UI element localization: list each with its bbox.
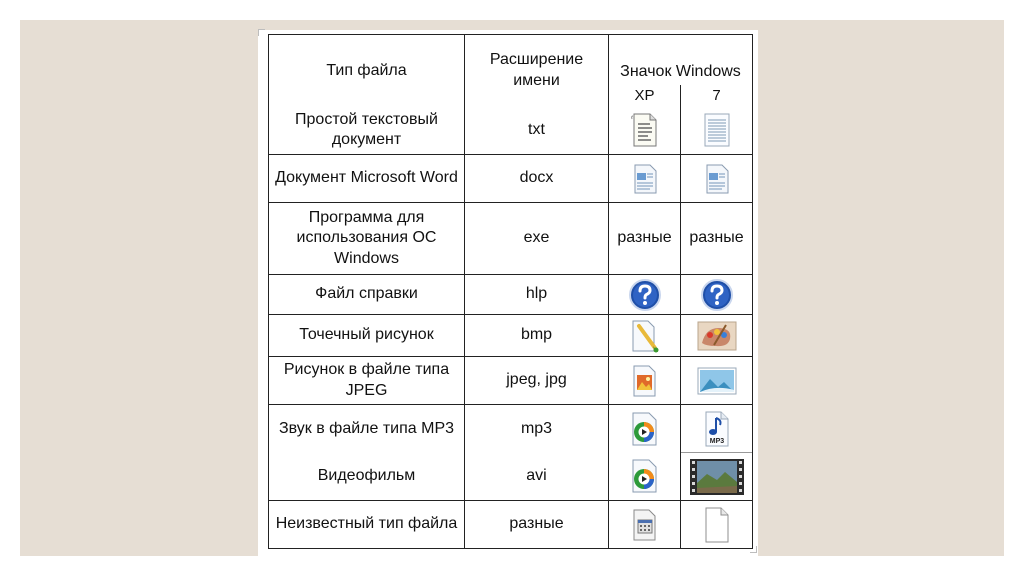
lined-document-icon <box>702 112 732 148</box>
xp-icon-cell <box>609 315 681 357</box>
file-type-cell: Простой текстовый документ <box>269 107 465 155</box>
xp-icon-cell: разные <box>609 203 681 275</box>
table-row <box>269 501 753 549</box>
extension-cell: docx <box>465 155 609 203</box>
table-row <box>269 107 753 155</box>
extension-cell: jpeg, jpg <box>465 357 609 405</box>
win7-icon-cell <box>681 155 753 203</box>
corner-crop-mark <box>258 29 265 36</box>
header-file-type: Тип файла <box>269 35 465 107</box>
extension-cell: exe <box>465 203 609 275</box>
header-extension: Расширение имени <box>465 35 609 107</box>
table-row <box>269 275 753 315</box>
table-row <box>269 357 753 405</box>
extension-cell: bmp <box>465 315 609 357</box>
help-icon <box>700 278 734 312</box>
paint-brush-icon <box>629 318 661 354</box>
win7-icon-cell <box>681 501 753 549</box>
svg-text:MP3: MP3 <box>709 437 724 445</box>
file-type-cell: Неизвестный тип файла <box>269 501 465 549</box>
mp3-music-icon <box>702 410 732 448</box>
xp-icon-cell <box>609 275 681 315</box>
extension-cell: hlp <box>465 275 609 315</box>
text-document-icon <box>630 112 660 148</box>
file-type-cell: Программа для использования ОС Windows <box>269 203 465 275</box>
file-type-cell: Точечный рисунок <box>269 315 465 357</box>
extension-cell: avi <box>465 453 609 501</box>
table-row <box>269 453 753 501</box>
jpeg-picture-icon <box>630 363 660 399</box>
win7-icon-cell <box>681 357 753 405</box>
file-types-table <box>268 34 753 549</box>
win7-icon-cell <box>681 453 753 501</box>
extension-cell: txt <box>465 107 609 155</box>
media-player-icon <box>629 411 661 447</box>
win7-icon-cell <box>681 275 753 315</box>
blank-document-icon <box>702 506 732 544</box>
win7-icon-cell <box>681 405 753 453</box>
file-type-cell: Файл справки <box>269 275 465 315</box>
header-win7: 7 <box>681 85 753 107</box>
table-row <box>269 315 753 357</box>
xp-icon-cell <box>609 107 681 155</box>
word-document-icon <box>630 162 660 196</box>
unknown-file-icon <box>630 507 660 543</box>
xp-icon-cell <box>609 357 681 405</box>
file-type-cell: Документ Microsoft Word <box>269 155 465 203</box>
file-type-cell: Видеофильм <box>269 453 465 501</box>
extension-cell: разные <box>465 501 609 549</box>
xp-icon-cell <box>609 155 681 203</box>
table-row <box>269 203 753 275</box>
xp-icon-cell <box>609 405 681 453</box>
xp-icon-cell <box>609 453 681 501</box>
file-type-cell: Звук в файле типа MP3 <box>269 405 465 453</box>
table-row <box>269 155 753 203</box>
header-xp: XP <box>609 85 681 107</box>
header-windows-icon: Значок Windows <box>609 35 753 85</box>
win7-icon-cell <box>681 107 753 155</box>
win7-icon-cell: разные <box>681 203 753 275</box>
table-header-row <box>269 35 753 85</box>
video-film-icon <box>689 458 745 496</box>
help-icon <box>628 278 662 312</box>
table-row <box>269 405 753 453</box>
landscape-picture-icon <box>696 365 738 397</box>
media-player-icon <box>629 458 661 494</box>
xp-icon-cell <box>609 501 681 549</box>
extension-cell: mp3 <box>465 405 609 453</box>
win7-icon-cell <box>681 315 753 357</box>
word-document-icon <box>702 162 732 196</box>
file-type-cell: Рисунок в файле типа JPEG <box>269 357 465 405</box>
paint-palette-icon <box>696 319 738 353</box>
